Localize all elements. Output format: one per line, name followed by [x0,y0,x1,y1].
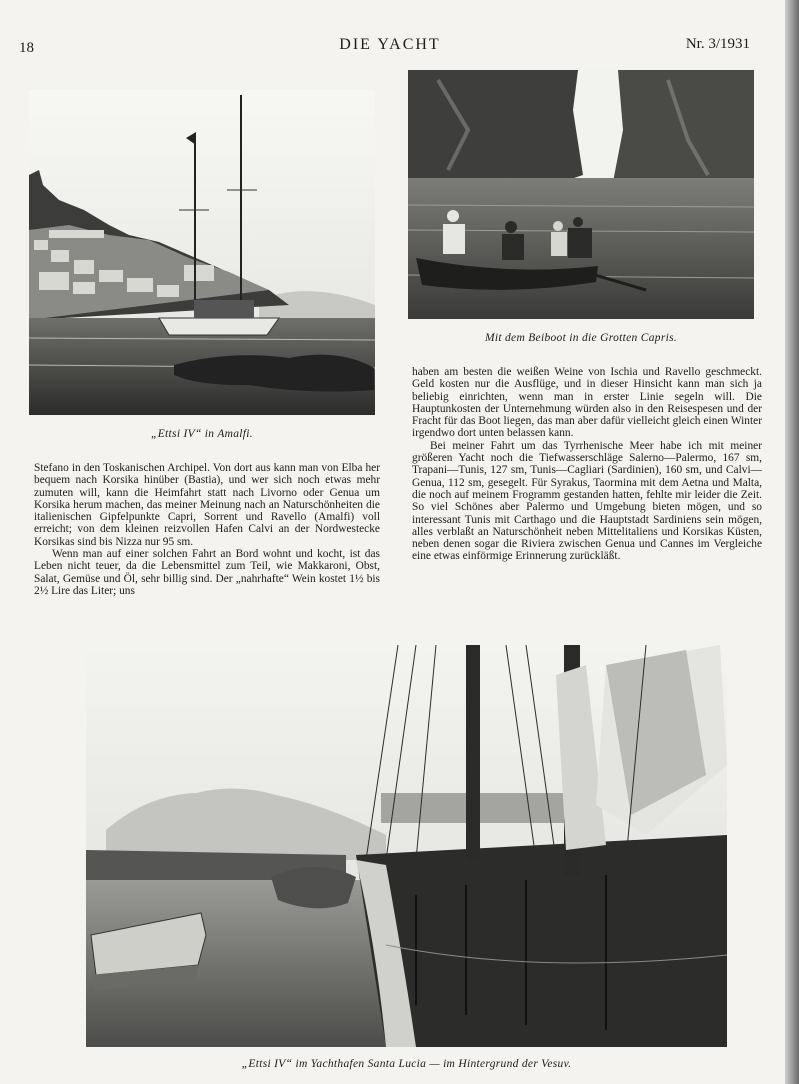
caption-santa-lucia: „Ettsi IV“ im Yachthafen Santa Lucia — im Hintergrund der Vesuv. [241,1058,572,1070]
paragraph: haben am besten die weißen Weine von Ischia und Ravello geschmeckt. Geld kosten nur die Ausflüge, und in dieser Hinsicht kann man sich ja beliebig einrichten, wenn man in erster Linie segeln will. Die Hauptunkosten der Unternehmung würden also in den Reisespesen und der Fracht für das Boot liegen, das man aber dafür vielleicht gleich einen Winter irgendwo dort unten belassen kann. [412,366,762,440]
text-column-left [34,462,380,597]
caption-capri: Mit dem Beiboot in die Grotten Capris. [484,332,678,344]
caption-amalfi: „Ettsi IV“ in Amalfi. [151,428,253,440]
page-edge-shadow [785,0,799,1084]
paragraph: Stefano in den Toskanischen Archipel. Von dort aus kann man von Elba her bequem nach Korsika hinüber (Bastia), und wer sich noch etwas mehr zumuten will, kann die Heimfahrt statt nach Livorno oder Genua um Korsika herum machen, das meiner Meinung nach an Naturschönheiten die italienischen Gipfelpunkte Capri, Sorrent und Ravello (Amalfi) voll erreicht; von dem kleinen reizvollen Hafen Calvi an der Nordwestecke Korsikas sind bis Nizza nur 95 sm. [34,462,380,548]
page-header [0,34,780,56]
photo-santa-lucia [86,645,727,1047]
journal-title: DIE YACHT [339,36,441,53]
issue-number: Nr. 3/1931 [685,36,750,52]
paragraph: Bei meiner Fahrt um das Tyrrhenische Meer habe ich mit meiner größeren Yacht noch die Tiefwasserschläge Salerno—Palermo, 167 sm, Trapani—Tunis, 127 sm, Tunis—Cagliari (Sardinien), 160 sm, und Calvi—Genua, 112 sm, gesegelt. Für Syrakus, Taormina mit dem Aetna und Malta, die noch auf meinem Frogramm gestanden hatten, fehlte mir leider die Zeit. So viel Schönes aber Palermo und Umgebung bieten mögen, und so interessant Tunis mit Carthago und die Hauptstadt Sardiniens sein mögen, alles verblaßt an Naturschönheit neben Mittelitaliens und Korsikas Küsten, neben denen sogar die Riviera zwischen Genua und Cannes im Vergleiche eine etwas einförmige Erinnerung zurückläßt. [412,439,762,563]
photo-capri [408,70,754,319]
paragraph: Wenn man auf einer solchen Fahrt an Bord wohnt und kocht, ist das Leben nicht teuer, da die Lebensmittel zum Teil, wie Makkaroni, Obst, Salat, Gemüse und Öl, sehr billig sind. Der „nahrhafte“ Wein kostet 1½ bis 2½ Lire das Liter; uns [34,548,380,597]
text-column-right [412,366,762,563]
page-number: 18 [19,40,34,56]
photo-amalfi [29,90,375,415]
